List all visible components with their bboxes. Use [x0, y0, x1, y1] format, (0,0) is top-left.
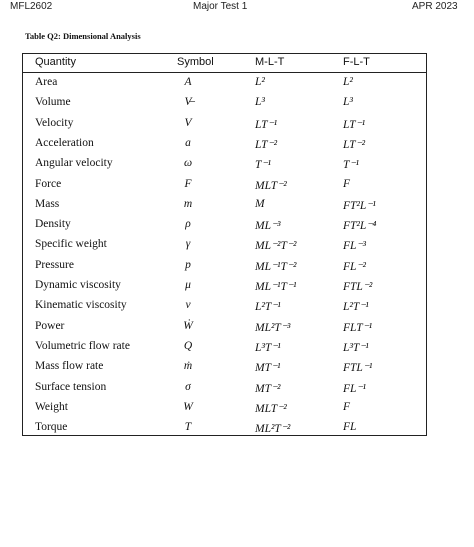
table-header-row [23, 54, 426, 73]
mlt-cell: MLT⁻² [255, 179, 287, 192]
test-name: Major Test 1 [193, 1, 248, 12]
mlt-cell: ML²T⁻³ [255, 321, 291, 334]
flt-cell: T⁻¹ [343, 159, 359, 172]
flt-cell: FL⁻² [343, 260, 366, 273]
symbol-cell: A [184, 76, 192, 88]
quantity-cell: Volume [35, 96, 71, 109]
flt-cell: FT²L⁻¹ [343, 199, 376, 212]
quantity-cell: Mass [35, 197, 60, 210]
mlt-cell: L² [255, 76, 265, 88]
symbol-cell: ṁ [183, 360, 193, 373]
quantity-cell: Pressure [35, 258, 74, 271]
quantity-cell: Weight [35, 400, 68, 413]
mlt-cell: LT⁻¹ [255, 118, 278, 131]
mlt-cell: L³ [255, 96, 265, 109]
symbol-cell: W [183, 400, 193, 413]
mlt-cell: M [255, 197, 265, 210]
table-row [23, 154, 426, 174]
table-row [23, 195, 426, 215]
table-row [23, 398, 426, 418]
table-row [23, 175, 426, 195]
symbol-cell: m [183, 197, 193, 210]
flt-cell: FL [343, 421, 357, 434]
flt-cell: L²T⁻¹ [343, 301, 369, 314]
flt-cell: F [343, 400, 351, 413]
symbol-cell: σ [185, 380, 191, 393]
header-flt: F-L-T [343, 56, 370, 68]
quantity-cell: Kinematic viscosity [35, 299, 127, 312]
flt-cell: FT²L⁻⁴ [343, 220, 377, 233]
flt-cell: FLT⁻¹ [343, 321, 373, 334]
flt-cell: FL⁻³ [343, 240, 366, 253]
quantity-cell: Dynamic viscosity [35, 279, 121, 291]
flt-cell: L² [343, 76, 353, 88]
flt-cell: FTL⁻¹ [343, 362, 373, 375]
table-row [23, 357, 426, 377]
header-quantity: Quantity [35, 56, 76, 68]
quantity-cell: Angular velocity [35, 157, 113, 170]
flt-cell: FL⁻¹ [343, 382, 366, 395]
table-row [23, 73, 426, 93]
course-code: MFL2602 [10, 1, 53, 12]
symbol-cell: Q [183, 339, 193, 352]
quantity-cell: Specific weight [35, 238, 107, 251]
mlt-cell: MT⁻¹ [255, 362, 281, 375]
table-row [23, 337, 426, 357]
mlt-cell: ML⁻²T⁻² [255, 240, 297, 253]
table-row [23, 215, 426, 235]
symbol-cell: ν [185, 299, 191, 312]
flt-cell: F [343, 177, 351, 190]
table-row [23, 235, 426, 255]
symbol-cell: F [184, 177, 192, 190]
mlt-cell: LT⁻² [255, 138, 278, 151]
table-row [23, 256, 426, 276]
symbol-cell: ω [183, 157, 193, 170]
symbol-cell: V [184, 116, 192, 129]
flt-cell: LT⁻² [343, 138, 366, 151]
table-row [23, 317, 426, 337]
symbol-cell: a [185, 136, 191, 149]
header-symbol: Symbol [177, 56, 214, 68]
test-date: APR 2023 [412, 1, 458, 12]
symbol-cell: Ẇ [183, 319, 193, 332]
quantity-cell: Velocity [35, 116, 74, 129]
dimensional-analysis-table [22, 53, 427, 436]
symbol-cell: V̶ [184, 96, 192, 109]
flt-cell: L³ [343, 96, 353, 109]
mlt-cell: MT⁻² [255, 382, 281, 395]
mlt-cell: L³T⁻¹ [255, 341, 281, 354]
table-row [23, 276, 426, 296]
quantity-cell: Density [35, 218, 71, 231]
mlt-cell: T⁻¹ [255, 159, 271, 172]
mlt-cell: MLT⁻² [255, 402, 287, 415]
quantity-cell: Power [35, 319, 65, 332]
header-mlt: M-L-T [255, 56, 285, 68]
mlt-cell: ML²T⁻² [255, 423, 291, 436]
symbol-cell: γ [185, 238, 191, 251]
mlt-cell: ML⁻¹T⁻¹ [255, 281, 297, 293]
flt-cell: LT⁻¹ [343, 118, 366, 131]
mlt-cell: ML⁻³ [255, 220, 281, 233]
page-header [0, 0, 474, 14]
table-caption: Table Q2: Dimensional Analysis [25, 31, 141, 41]
quantity-cell: Force [35, 177, 62, 190]
quantity-cell: Mass flow rate [35, 360, 104, 373]
symbol-cell: ρ [185, 218, 191, 231]
flt-cell: FTL⁻² [343, 281, 373, 293]
symbol-cell: p [185, 258, 191, 271]
mlt-cell: L²T⁻¹ [255, 301, 281, 314]
flt-cell: L³T⁻¹ [343, 341, 369, 354]
mlt-cell: ML⁻¹T⁻² [255, 260, 297, 273]
table-row [23, 134, 426, 154]
table-row [23, 378, 426, 398]
quantity-cell: Volumetric flow rate [35, 339, 130, 352]
quantity-cell: Acceleration [35, 136, 94, 149]
symbol-cell: μ [185, 279, 191, 291]
quantity-cell: Torque [35, 421, 68, 434]
table-row [23, 418, 426, 438]
table-row [23, 93, 426, 113]
symbol-cell: T [184, 421, 192, 434]
table-row [23, 296, 426, 316]
table-row [23, 114, 426, 134]
quantity-cell: Area [35, 76, 58, 88]
quantity-cell: Surface tension [35, 380, 107, 393]
